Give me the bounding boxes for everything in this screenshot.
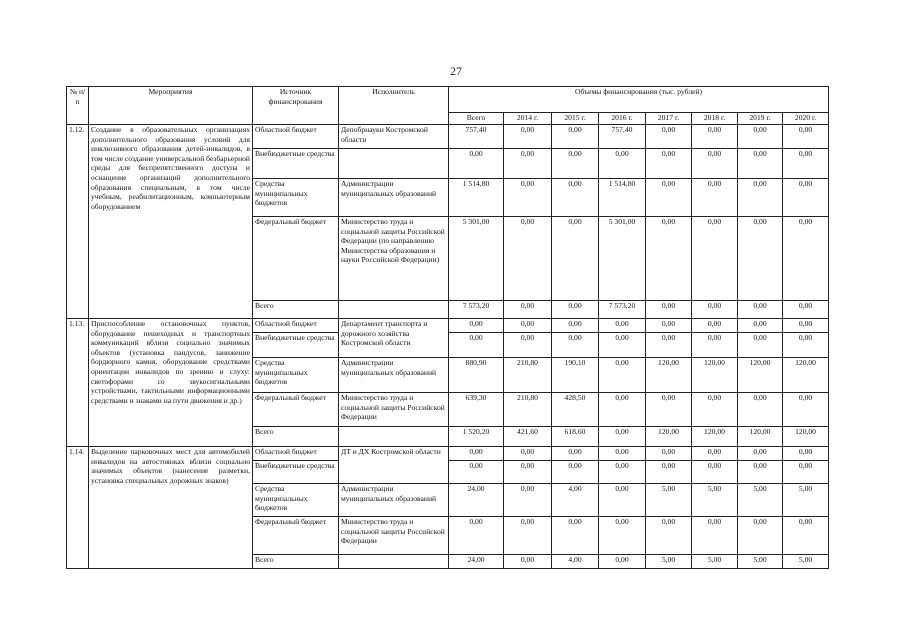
value-cell: 0,00 xyxy=(783,179,829,217)
value-cell: 0,00 xyxy=(738,149,783,179)
value-cell: 0,00 xyxy=(599,517,646,555)
measure-text: Создание в образовательных организациях дополнительного образования условий для инклюзивного образования детей-инвалидов, в том числе создание универсальной безбарьерной среды для беспрепятственного доступа и оснащение организаций дополнительного образования специальным, в том числе учебным, реабилитационным, компьютерным оборудованием xyxy=(89,125,253,319)
value-cell: 428,50 xyxy=(552,393,599,427)
value-cell: 0,00 xyxy=(738,125,783,149)
value-cell: 0,00 xyxy=(783,149,829,179)
header-num: № п/п xyxy=(67,87,89,125)
value-cell: 0,00 xyxy=(783,217,829,301)
value-cell: 0,00 xyxy=(783,125,829,149)
value-cell: 0,00 xyxy=(449,447,504,461)
value-cell: 0,00 xyxy=(552,447,599,461)
funding-source: Средства муниципальных бюджетов xyxy=(253,179,339,217)
funding-source: Средства муниципальных бюджетов xyxy=(253,358,339,393)
value-cell: 0,00 xyxy=(692,125,738,149)
funding-source: Внебюджетные средства xyxy=(253,333,339,358)
header-year: 2016 г. xyxy=(599,113,646,125)
value-cell: 0,00 xyxy=(504,179,552,217)
value-cell: 0,00 xyxy=(599,333,646,358)
value-cell: 0,00 xyxy=(646,301,692,319)
value-cell: 120,00 xyxy=(738,427,783,447)
value-cell: 120,00 xyxy=(692,358,738,393)
value-cell: 5,00 xyxy=(692,484,738,517)
funding-source: Федеральный бюджет xyxy=(253,393,339,427)
value-cell: 210,80 xyxy=(504,393,552,427)
value-cell: 0,00 xyxy=(449,319,504,333)
header-year: 2017 г. xyxy=(646,113,692,125)
value-cell: 210,80 xyxy=(504,358,552,393)
value-cell: 7 573,20 xyxy=(449,301,504,319)
page-number: 27 xyxy=(450,64,462,78)
row-number: 1.14. xyxy=(67,447,89,569)
value-cell: 0,00 xyxy=(783,333,829,358)
value-cell: 0,00 xyxy=(449,333,504,358)
value-cell: 757,40 xyxy=(449,125,504,149)
value-cell: 0,00 xyxy=(552,319,599,333)
executor xyxy=(339,555,449,569)
header-year: 2018 г. xyxy=(692,113,738,125)
value-cell: 0,00 xyxy=(504,461,552,484)
value-cell: 0,00 xyxy=(552,301,599,319)
value-cell: 5 301,00 xyxy=(599,217,646,301)
header-measure: Мероприятия xyxy=(89,87,253,125)
header-volumes: Объемы финансирования (тыс. рублей) xyxy=(449,87,829,113)
value-cell: 0,00 xyxy=(783,393,829,427)
value-cell: 0,00 xyxy=(504,319,552,333)
value-cell: 0,00 xyxy=(599,461,646,484)
value-cell: 0,00 xyxy=(552,217,599,301)
executor: ДТ и ДХ Костромской области xyxy=(339,447,449,484)
value-cell: 757,40 xyxy=(599,125,646,149)
value-cell: 0,00 xyxy=(646,179,692,217)
funding-source: Федеральный бюджет xyxy=(253,517,339,555)
value-cell: 0,00 xyxy=(504,555,552,569)
row-number: 1.13. xyxy=(67,319,89,447)
table-row xyxy=(67,447,829,461)
value-cell: 0,00 xyxy=(552,517,599,555)
table-row xyxy=(67,125,829,149)
executor xyxy=(339,149,449,179)
header-executor: Исполнитель xyxy=(339,87,449,125)
funding-source: Всего xyxy=(253,301,339,319)
value-cell: 0,00 xyxy=(599,484,646,517)
value-cell: 0,00 xyxy=(783,517,829,555)
value-cell: 0,00 xyxy=(738,461,783,484)
value-cell: 120,00 xyxy=(692,427,738,447)
value-cell: 0,00 xyxy=(692,447,738,461)
value-cell: 0,00 xyxy=(552,461,599,484)
value-cell: 0,00 xyxy=(738,319,783,333)
value-cell: 5 301,00 xyxy=(449,217,504,301)
value-cell: 1 520,20 xyxy=(449,427,504,447)
value-cell: 0,00 xyxy=(449,517,504,555)
value-cell: 0,00 xyxy=(738,179,783,217)
value-cell: 0,00 xyxy=(552,333,599,358)
value-cell: 639,30 xyxy=(449,393,504,427)
value-cell: 0,00 xyxy=(504,301,552,319)
funding-source: Всего xyxy=(253,555,339,569)
value-cell: 0,00 xyxy=(692,319,738,333)
row-number: 1.12. xyxy=(67,125,89,319)
value-cell: 0,00 xyxy=(504,149,552,179)
value-cell: 120,00 xyxy=(783,358,829,393)
value-cell: 0,00 xyxy=(599,149,646,179)
header-year: Всего xyxy=(449,113,504,125)
value-cell: 0,00 xyxy=(449,461,504,484)
value-cell: 5,00 xyxy=(692,555,738,569)
value-cell: 0,00 xyxy=(738,301,783,319)
value-cell: 5,00 xyxy=(646,484,692,517)
value-cell: 0,00 xyxy=(692,149,738,179)
value-cell: 421,60 xyxy=(504,427,552,447)
value-cell: 0,00 xyxy=(599,393,646,427)
value-cell: 190,10 xyxy=(552,358,599,393)
header-year: 2014 г. xyxy=(504,113,552,125)
value-cell: 880,90 xyxy=(449,358,504,393)
value-cell: 120,00 xyxy=(646,427,692,447)
value-cell: 1 514,80 xyxy=(599,179,646,217)
value-cell: 618,60 xyxy=(552,427,599,447)
funding-source: Областной бюджет xyxy=(253,125,339,149)
executor: Администрации муниципальных образований xyxy=(339,358,449,393)
value-cell: 0,00 xyxy=(783,447,829,461)
value-cell: 0,00 xyxy=(738,333,783,358)
value-cell: 0,00 xyxy=(646,319,692,333)
value-cell: 0,00 xyxy=(646,517,692,555)
financing-table xyxy=(66,86,829,569)
header-year: 2015 г. xyxy=(552,113,599,125)
value-cell: 0,00 xyxy=(692,217,738,301)
value-cell: 0,00 xyxy=(552,179,599,217)
value-cell: 0,00 xyxy=(504,125,552,149)
value-cell: 0,00 xyxy=(692,517,738,555)
value-cell: 4,00 xyxy=(552,555,599,569)
value-cell: 0,00 xyxy=(738,517,783,555)
executor: Министерство труда и социальной защиты Российской Федерации xyxy=(339,393,449,427)
executor: Депобрнауки Костромской области xyxy=(339,125,449,149)
value-cell: 0,00 xyxy=(738,447,783,461)
header-source: Источник финансирования xyxy=(253,87,339,125)
header-year: 2020 г. xyxy=(783,113,829,125)
value-cell: 0,00 xyxy=(552,149,599,179)
value-cell: 1 514,80 xyxy=(449,179,504,217)
value-cell: 0,00 xyxy=(646,217,692,301)
value-cell: 0,00 xyxy=(692,301,738,319)
value-cell: 0,00 xyxy=(552,125,599,149)
value-cell: 5,00 xyxy=(738,484,783,517)
value-cell: 120,00 xyxy=(783,427,829,447)
value-cell: 0,00 xyxy=(692,393,738,427)
value-cell: 0,00 xyxy=(599,555,646,569)
funding-source: Всего xyxy=(253,427,339,447)
table-row xyxy=(67,319,829,333)
value-cell: 0,00 xyxy=(599,447,646,461)
funding-source: Областной бюджет xyxy=(253,447,339,461)
value-cell: 0,00 xyxy=(646,149,692,179)
funding-source: Внебюджетные средства xyxy=(253,461,339,484)
funding-source: Федеральный бюджет xyxy=(253,217,339,301)
value-cell: 0,00 xyxy=(646,333,692,358)
funding-source: Областной бюджет xyxy=(253,319,339,333)
value-cell: 0,00 xyxy=(738,393,783,427)
value-cell: 4,00 xyxy=(552,484,599,517)
measure-text: Приспособление остановочных пунктов, оборудование пешеходных и транспортных коммуникаций вблизи социально значимых объектов (установка пандусов, занижение бордюрного камня, оборудование средствами ориентации инвалидов по зрению и слуху: светофорами со звукосигнальными устройствами, тактильными информационными средствами и знаками на пути движения и др.) xyxy=(89,319,253,447)
value-cell: 0,00 xyxy=(504,517,552,555)
value-cell: 0,00 xyxy=(692,333,738,358)
value-cell: 0,00 xyxy=(646,393,692,427)
value-cell: 0,00 xyxy=(599,319,646,333)
value-cell: 5,00 xyxy=(783,555,829,569)
value-cell: 24,00 xyxy=(449,555,504,569)
executor: Департамент транспорта и дорожного хозяйства Костромской области xyxy=(339,319,449,358)
executor: Министерство труда и социальной защиты Российской Федерации xyxy=(339,517,449,555)
value-cell: 0,00 xyxy=(783,461,829,484)
value-cell: 120,00 xyxy=(646,358,692,393)
header-year: 2019 г. xyxy=(738,113,783,125)
funding-source: Средства муниципальных бюджетов xyxy=(253,484,339,517)
value-cell: 0,00 xyxy=(599,358,646,393)
value-cell: 0,00 xyxy=(692,179,738,217)
measure-text: Выделение парковочных мест для автомобилей инвалидов на автостоянках вблизи социально значимых объектов (нанесение разметки, установка специальных дорожных знаков) xyxy=(89,447,253,569)
executor xyxy=(339,427,449,447)
value-cell: 24,00 xyxy=(449,484,504,517)
funding-source: Внебюджетные средства xyxy=(253,149,339,179)
value-cell: 0,00 xyxy=(449,149,504,179)
value-cell: 5,00 xyxy=(783,484,829,517)
value-cell: 7 573,20 xyxy=(599,301,646,319)
value-cell: 0,00 xyxy=(646,447,692,461)
value-cell: 0,00 xyxy=(692,461,738,484)
value-cell: 0,00 xyxy=(646,125,692,149)
value-cell: 0,00 xyxy=(504,484,552,517)
value-cell: 0,00 xyxy=(504,333,552,358)
value-cell: 5,00 xyxy=(646,555,692,569)
value-cell: 0,00 xyxy=(599,427,646,447)
value-cell: 120,00 xyxy=(738,358,783,393)
executor: Администрации муниципальных образований xyxy=(339,484,449,517)
value-cell: 0,00 xyxy=(646,461,692,484)
value-cell: 0,00 xyxy=(504,447,552,461)
executor xyxy=(339,301,449,319)
value-cell: 0,00 xyxy=(504,217,552,301)
value-cell: 0,00 xyxy=(783,319,829,333)
value-cell: 0,00 xyxy=(738,217,783,301)
value-cell: 5,00 xyxy=(738,555,783,569)
executor: Министерство труда и социальной защиты Российской Федерации (по направлению Министерства образования и науки Российской Федерации) xyxy=(339,217,449,301)
value-cell: 0,00 xyxy=(783,301,829,319)
executor: Администрации муниципальных образований xyxy=(339,179,449,217)
